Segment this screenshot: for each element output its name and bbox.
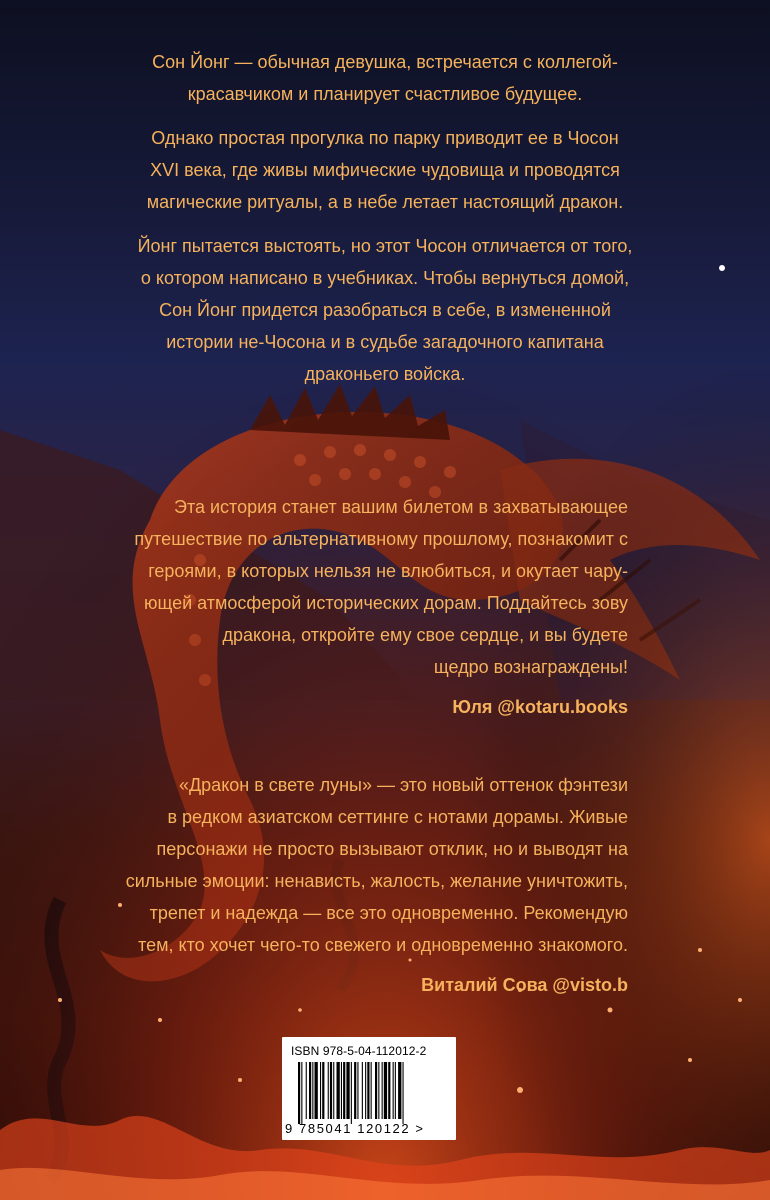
barcode-bar (351, 1062, 352, 1124)
text-line: Однако простая прогулка по парку приводит ее в Чосон (151, 128, 619, 148)
text-line: красавчиком и планирует счастливое будущее. (187, 84, 583, 104)
barcode-bar (384, 1062, 387, 1119)
text-line: путешествие по альтернативному прошлому, познакомит с (134, 529, 628, 549)
review-text (60, 491, 628, 683)
text-line: о котором написано в учебниках. Чтобы вернуться домой, (140, 268, 630, 288)
barcode-bar (312, 1062, 313, 1119)
text-line: героями, в которых нельзя не влюбиться, и окутает чару- (148, 561, 628, 581)
barcode-bar (306, 1062, 307, 1119)
barcode-bar (398, 1062, 401, 1119)
text-line: щедро вознаграждены! (433, 657, 628, 677)
barcode-bar (330, 1062, 332, 1119)
review-kotaru (60, 491, 628, 723)
text-line: в редком азиатском сеттинге с нотами дорамы. Живые (167, 807, 628, 827)
barcode-bar (315, 1062, 318, 1119)
text-line: магические ритуалы, а в небе летает настоящий дракон. (146, 192, 624, 212)
barcode-bar (378, 1062, 379, 1119)
barcode-bar (395, 1062, 396, 1119)
text-line: «Дракон в свете луны» — это новый оттенок фэнтези (178, 775, 628, 795)
barcode-bar (337, 1062, 340, 1119)
barcode-bar (346, 1062, 349, 1119)
barcode-bar (301, 1062, 302, 1124)
barcode-bar (333, 1062, 334, 1119)
barcode-bar (388, 1062, 390, 1119)
text-line: дракона, откройте ему свое сердце, и вы будете (222, 625, 628, 645)
text-line: Йонг пытается выстоять, но этот Чосон отличается от того, (137, 236, 633, 256)
text-line: ющей атмосферой исторических дорам. Поддайтесь зову (143, 593, 628, 613)
barcode-bar (298, 1062, 300, 1124)
text-line: Сон Йонг придется разобраться в себе, в измененной (159, 300, 611, 320)
text-line: XVI века, где живы мифические чудовища и проводятся (150, 160, 620, 180)
isbn-label: ISBN 978-5-04-112012-2 (291, 1044, 427, 1058)
barcode-bar (403, 1062, 404, 1124)
barcode-bar (320, 1062, 321, 1119)
barcode-bar (354, 1062, 356, 1119)
text-line: Эта история станет вашим билетом в захватывающее (174, 497, 628, 517)
barcode-bar (341, 1062, 342, 1119)
text-line: трепет и надежда — все это одновременно. Рекомендую (149, 903, 628, 923)
isbn-barcode (282, 1037, 456, 1140)
review-signature: Юля @kotaru.books (452, 697, 628, 717)
barcode-bar (343, 1062, 345, 1119)
synopsis (40, 46, 730, 402)
text-line: драконьего войска. (304, 364, 466, 384)
barcode-bar (393, 1062, 394, 1119)
text-line: тем, кто хочет чего-то свежего и одновременно знакомого. (138, 935, 628, 955)
review-visto (60, 769, 628, 1001)
review-text (60, 769, 628, 961)
barcode-bar (365, 1062, 366, 1119)
barcode-digits: 9 785041 120122 > (285, 1121, 425, 1136)
barcode-bar (322, 1062, 324, 1119)
barcode-bar (375, 1062, 377, 1119)
barcode-bar (382, 1062, 383, 1119)
text-line: сильные эмоции: ненависть, жалость, желание уничтожить, (125, 871, 628, 891)
barcode-bar (328, 1062, 329, 1119)
barcode-bar (362, 1062, 363, 1119)
barcode-bar (371, 1062, 372, 1119)
synopsis-paragraph (40, 230, 730, 390)
barcode-bar (357, 1062, 358, 1119)
barcode-bar (367, 1062, 369, 1119)
text-line: истории не-Чосона и в судьбе загадочного капитана (166, 332, 604, 352)
barcode-bar (309, 1062, 311, 1119)
review-signature: Виталий Сова @visto.b (421, 975, 628, 995)
synopsis-paragraph (40, 122, 730, 218)
synopsis-paragraph (40, 46, 730, 110)
text-line: Сон Йонг — обычная девушка, встречается с коллегой- (152, 52, 618, 72)
text-line: персонажи не просто вызывают отклик, но и выводят на (156, 839, 628, 859)
